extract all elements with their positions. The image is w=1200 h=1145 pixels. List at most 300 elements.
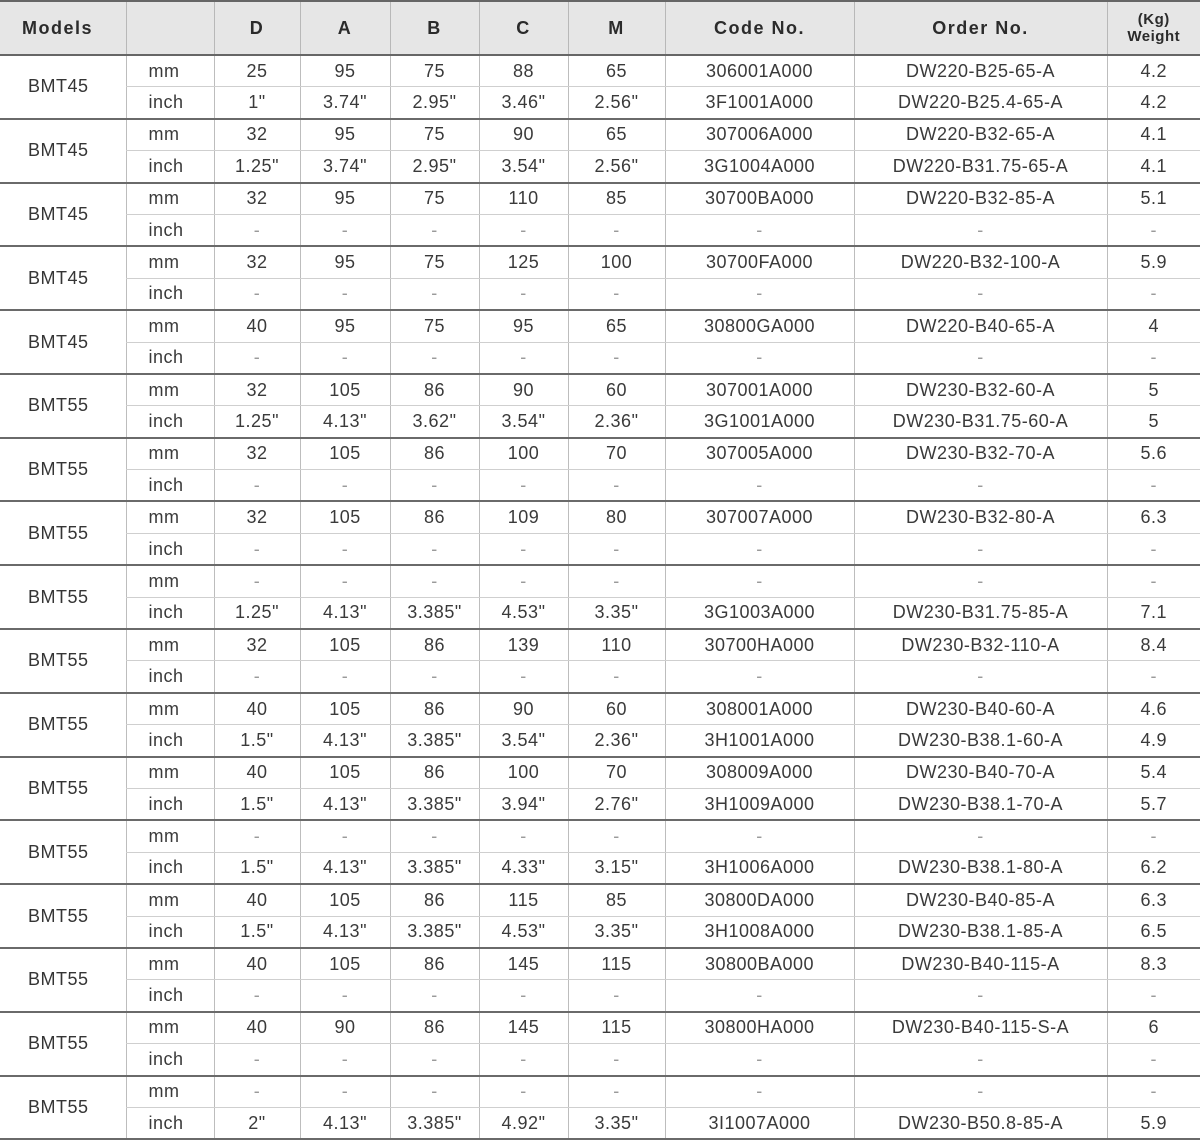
order-no-cell: DW220-B32-100-A <box>854 246 1107 278</box>
header-m: M <box>568 1 665 55</box>
d-cell: 40 <box>214 948 300 980</box>
code-no-cell: 30700HA000 <box>665 629 854 661</box>
table-row <box>0 1012 1200 1044</box>
model-cell: BMT45 <box>0 55 126 119</box>
order-no-cell: DW230-B38.1-85-A <box>854 916 1107 948</box>
unit-cell: mm <box>126 757 214 789</box>
code-no-cell: 3I1007A000 <box>665 1107 854 1139</box>
code-no-cell: 3G1004A000 <box>665 151 854 183</box>
c-cell: 3.94" <box>479 788 568 820</box>
c-cell: 90 <box>479 119 568 151</box>
d-cell: 40 <box>214 757 300 789</box>
code-no-cell: - <box>665 565 854 597</box>
m-cell: 70 <box>568 438 665 470</box>
unit-cell: inch <box>126 916 214 948</box>
code-no-cell: - <box>665 533 854 565</box>
code-no-cell: - <box>665 214 854 246</box>
c-cell: 100 <box>479 438 568 470</box>
table-row <box>0 725 1200 757</box>
a-cell: 95 <box>300 246 390 278</box>
order-no-cell: DW220-B32-85-A <box>854 183 1107 215</box>
order-no-cell: DW230-B50.8-85-A <box>854 1107 1107 1139</box>
c-cell: 145 <box>479 1012 568 1044</box>
code-no-cell: 307005A000 <box>665 438 854 470</box>
order-no-cell: DW230-B38.1-80-A <box>854 852 1107 884</box>
code-no-cell: 30800DA000 <box>665 884 854 916</box>
table-row <box>0 119 1200 151</box>
table-row <box>0 852 1200 884</box>
weight-cell: - <box>1107 820 1200 852</box>
weight-cell: - <box>1107 661 1200 693</box>
a-cell: 105 <box>300 501 390 533</box>
c-cell: 125 <box>479 246 568 278</box>
m-cell: 2.36" <box>568 406 665 438</box>
order-no-cell: DW220-B25-65-A <box>854 55 1107 87</box>
a-cell: 4.13" <box>300 788 390 820</box>
unit-cell: mm <box>126 565 214 597</box>
b-cell: - <box>390 820 479 852</box>
table-row <box>0 980 1200 1012</box>
m-cell: 2.56" <box>568 151 665 183</box>
unit-cell: inch <box>126 342 214 374</box>
unit-cell: inch <box>126 725 214 757</box>
m-cell: 2.36" <box>568 725 665 757</box>
m-cell: - <box>568 565 665 597</box>
d-cell: 1.25" <box>214 597 300 629</box>
table-row <box>0 87 1200 119</box>
m-cell: 80 <box>568 501 665 533</box>
weight-cell: 5.4 <box>1107 757 1200 789</box>
b-cell: - <box>390 565 479 597</box>
m-cell: - <box>568 1076 665 1108</box>
a-cell: 4.13" <box>300 1107 390 1139</box>
table-header <box>0 1 1200 55</box>
b-cell: 86 <box>390 438 479 470</box>
d-cell: 1.25" <box>214 151 300 183</box>
model-cell: BMT55 <box>0 1012 126 1076</box>
b-cell: - <box>390 980 479 1012</box>
weight-cell: - <box>1107 565 1200 597</box>
model-cell: BMT55 <box>0 629 126 693</box>
b-cell: 3.385" <box>390 725 479 757</box>
weight-cell: 8.4 <box>1107 629 1200 661</box>
c-cell: - <box>479 470 568 502</box>
m-cell: 3.35" <box>568 916 665 948</box>
unit-cell: mm <box>126 820 214 852</box>
a-cell: 105 <box>300 948 390 980</box>
c-cell: 3.54" <box>479 406 568 438</box>
table-row <box>0 310 1200 342</box>
c-cell: 90 <box>479 693 568 725</box>
code-no-cell: 3H1001A000 <box>665 725 854 757</box>
weight-cell: 6.3 <box>1107 884 1200 916</box>
table-row <box>0 948 1200 980</box>
a-cell: 4.13" <box>300 916 390 948</box>
a-cell: - <box>300 342 390 374</box>
a-cell: - <box>300 820 390 852</box>
table-row <box>0 597 1200 629</box>
d-cell: 1.5" <box>214 852 300 884</box>
header-weight-label: Weight <box>1127 28 1181 45</box>
m-cell: - <box>568 342 665 374</box>
table-row <box>0 916 1200 948</box>
unit-cell: mm <box>126 55 214 87</box>
order-no-cell: DW220-B40-65-A <box>854 310 1107 342</box>
b-cell: - <box>390 214 479 246</box>
unit-cell: mm <box>126 1076 214 1108</box>
weight-cell: - <box>1107 342 1200 374</box>
m-cell: 85 <box>568 884 665 916</box>
order-no-cell: - <box>854 1076 1107 1108</box>
weight-cell: 5.9 <box>1107 1107 1200 1139</box>
order-no-cell: DW230-B40-115-A <box>854 948 1107 980</box>
order-no-cell: DW230-B31.75-60-A <box>854 406 1107 438</box>
b-cell: 75 <box>390 310 479 342</box>
order-no-cell: DW230-B31.75-85-A <box>854 597 1107 629</box>
d-cell: 1.5" <box>214 725 300 757</box>
code-no-cell: 30700BA000 <box>665 183 854 215</box>
m-cell: 2.76" <box>568 788 665 820</box>
unit-cell: inch <box>126 1107 214 1139</box>
order-no-cell: DW230-B40-60-A <box>854 693 1107 725</box>
b-cell: 3.385" <box>390 788 479 820</box>
header-weight-unit: (Kg) <box>1137 11 1170 28</box>
c-cell: 4.92" <box>479 1107 568 1139</box>
code-no-cell: 3H1008A000 <box>665 916 854 948</box>
d-cell: 32 <box>214 374 300 406</box>
weight-cell: 7.1 <box>1107 597 1200 629</box>
c-cell: - <box>479 278 568 310</box>
code-no-cell: - <box>665 1076 854 1108</box>
code-no-cell: 30800HA000 <box>665 1012 854 1044</box>
a-cell: - <box>300 1076 390 1108</box>
d-cell: - <box>214 278 300 310</box>
header-order-no: Order No. <box>854 1 1107 55</box>
c-cell: 4.53" <box>479 916 568 948</box>
table-row <box>0 629 1200 661</box>
m-cell: 110 <box>568 629 665 661</box>
a-cell: 105 <box>300 629 390 661</box>
c-cell: 100 <box>479 757 568 789</box>
weight-cell: - <box>1107 214 1200 246</box>
model-cell: BMT45 <box>0 246 126 310</box>
d-cell: - <box>214 342 300 374</box>
weight-cell: 4.1 <box>1107 119 1200 151</box>
b-cell: - <box>390 342 479 374</box>
b-cell: 86 <box>390 884 479 916</box>
unit-cell: inch <box>126 661 214 693</box>
order-no-cell: DW220-B31.75-65-A <box>854 151 1107 183</box>
weight-cell: 5.9 <box>1107 246 1200 278</box>
d-cell: 40 <box>214 1012 300 1044</box>
unit-cell: mm <box>126 884 214 916</box>
m-cell: 3.15" <box>568 852 665 884</box>
d-cell: 32 <box>214 629 300 661</box>
unit-cell: inch <box>126 406 214 438</box>
weight-cell: 5 <box>1107 406 1200 438</box>
b-cell: - <box>390 470 479 502</box>
b-cell: 86 <box>390 501 479 533</box>
d-cell: 1.25" <box>214 406 300 438</box>
model-cell: BMT45 <box>0 310 126 374</box>
table-body <box>0 55 1200 1139</box>
d-cell: 32 <box>214 246 300 278</box>
d-cell: - <box>214 470 300 502</box>
b-cell: 3.385" <box>390 1107 479 1139</box>
code-no-cell: 3G1003A000 <box>665 597 854 629</box>
table-row <box>0 183 1200 215</box>
header-code-no: Code No. <box>665 1 854 55</box>
code-no-cell: 307001A000 <box>665 374 854 406</box>
d-cell: - <box>214 980 300 1012</box>
weight-cell: - <box>1107 980 1200 1012</box>
order-no-cell: DW230-B38.1-70-A <box>854 788 1107 820</box>
unit-cell: mm <box>126 629 214 661</box>
code-no-cell: 3G1001A000 <box>665 406 854 438</box>
header-d: D <box>214 1 300 55</box>
table-row <box>0 342 1200 374</box>
m-cell: 3.35" <box>568 597 665 629</box>
table-row <box>0 374 1200 406</box>
model-cell: BMT55 <box>0 693 126 757</box>
a-cell: 95 <box>300 119 390 151</box>
m-cell: 60 <box>568 693 665 725</box>
order-no-cell: - <box>854 980 1107 1012</box>
code-no-cell: - <box>665 820 854 852</box>
m-cell: 115 <box>568 948 665 980</box>
weight-cell: 6.5 <box>1107 916 1200 948</box>
m-cell: - <box>568 820 665 852</box>
table-row <box>0 565 1200 597</box>
d-cell: - <box>214 565 300 597</box>
d-cell: - <box>214 214 300 246</box>
code-no-cell: - <box>665 980 854 1012</box>
c-cell: - <box>479 1076 568 1108</box>
weight-cell: - <box>1107 470 1200 502</box>
header-row <box>0 1 1200 55</box>
b-cell: - <box>390 533 479 565</box>
b-cell: - <box>390 278 479 310</box>
a-cell: - <box>300 278 390 310</box>
unit-cell: mm <box>126 374 214 406</box>
d-cell: 2" <box>214 1107 300 1139</box>
b-cell: 2.95" <box>390 87 479 119</box>
order-no-cell: DW220-B32-65-A <box>854 119 1107 151</box>
order-no-cell: DW230-B40-70-A <box>854 757 1107 789</box>
d-cell: - <box>214 661 300 693</box>
weight-cell: 4.9 <box>1107 725 1200 757</box>
order-no-cell: DW230-B40-85-A <box>854 884 1107 916</box>
b-cell: 75 <box>390 183 479 215</box>
weight-cell: - <box>1107 1076 1200 1108</box>
table-row <box>0 533 1200 565</box>
unit-cell: mm <box>126 501 214 533</box>
a-cell: 95 <box>300 310 390 342</box>
a-cell: - <box>300 470 390 502</box>
b-cell: - <box>390 661 479 693</box>
m-cell: - <box>568 980 665 1012</box>
c-cell: - <box>479 342 568 374</box>
m-cell: - <box>568 1044 665 1076</box>
b-cell: 75 <box>390 246 479 278</box>
a-cell: 95 <box>300 183 390 215</box>
a-cell: 105 <box>300 374 390 406</box>
table-row <box>0 788 1200 820</box>
table-row <box>0 214 1200 246</box>
table-row <box>0 470 1200 502</box>
model-cell: BMT45 <box>0 119 126 183</box>
code-no-cell: 307006A000 <box>665 119 854 151</box>
a-cell: 4.13" <box>300 597 390 629</box>
b-cell: 3.385" <box>390 597 479 629</box>
table-row <box>0 55 1200 87</box>
code-no-cell: - <box>665 470 854 502</box>
a-cell: - <box>300 1044 390 1076</box>
model-cell: BMT55 <box>0 948 126 1012</box>
c-cell: 4.33" <box>479 852 568 884</box>
d-cell: 40 <box>214 884 300 916</box>
c-cell: - <box>479 820 568 852</box>
unit-cell: mm <box>126 948 214 980</box>
a-cell: 105 <box>300 884 390 916</box>
b-cell: - <box>390 1076 479 1108</box>
weight-cell: 4.6 <box>1107 693 1200 725</box>
order-no-cell: - <box>854 533 1107 565</box>
code-no-cell: - <box>665 342 854 374</box>
unit-cell: inch <box>126 1044 214 1076</box>
a-cell: 4.13" <box>300 852 390 884</box>
b-cell: 86 <box>390 693 479 725</box>
model-cell: BMT55 <box>0 501 126 565</box>
b-cell: 3.62" <box>390 406 479 438</box>
table-row <box>0 757 1200 789</box>
m-cell: - <box>568 661 665 693</box>
d-cell: - <box>214 1076 300 1108</box>
unit-cell: inch <box>126 852 214 884</box>
weight-cell: - <box>1107 1044 1200 1076</box>
a-cell: 90 <box>300 1012 390 1044</box>
c-cell: - <box>479 661 568 693</box>
b-cell: - <box>390 1044 479 1076</box>
table-row <box>0 501 1200 533</box>
a-cell: - <box>300 533 390 565</box>
code-no-cell: 308001A000 <box>665 693 854 725</box>
unit-cell: mm <box>126 438 214 470</box>
c-cell: 95 <box>479 310 568 342</box>
code-no-cell: 308009A000 <box>665 757 854 789</box>
code-no-cell: 30700FA000 <box>665 246 854 278</box>
unit-cell: inch <box>126 151 214 183</box>
order-no-cell: DW230-B32-70-A <box>854 438 1107 470</box>
unit-cell: mm <box>126 693 214 725</box>
order-no-cell: DW230-B32-80-A <box>854 501 1107 533</box>
code-no-cell: 3H1009A000 <box>665 788 854 820</box>
code-no-cell: 3H1006A000 <box>665 852 854 884</box>
c-cell: 3.46" <box>479 87 568 119</box>
unit-cell: inch <box>126 597 214 629</box>
a-cell: 4.13" <box>300 406 390 438</box>
order-no-cell: - <box>854 470 1107 502</box>
weight-cell: 5.6 <box>1107 438 1200 470</box>
d-cell: 1.5" <box>214 788 300 820</box>
model-cell: BMT45 <box>0 183 126 247</box>
d-cell: 32 <box>214 119 300 151</box>
weight-cell: 4.1 <box>1107 151 1200 183</box>
a-cell: 4.13" <box>300 725 390 757</box>
d-cell: - <box>214 533 300 565</box>
header-a: A <box>300 1 390 55</box>
code-no-cell: 30800BA000 <box>665 948 854 980</box>
order-no-cell: - <box>854 214 1107 246</box>
model-cell: BMT55 <box>0 820 126 884</box>
a-cell: - <box>300 661 390 693</box>
c-cell: 4.53" <box>479 597 568 629</box>
m-cell: - <box>568 214 665 246</box>
weight-cell: 4.2 <box>1107 87 1200 119</box>
header-weight <box>1107 1 1200 55</box>
b-cell: 3.385" <box>390 852 479 884</box>
unit-cell: inch <box>126 533 214 565</box>
weight-cell: 5 <box>1107 374 1200 406</box>
a-cell: 95 <box>300 55 390 87</box>
weight-cell: 5.7 <box>1107 788 1200 820</box>
m-cell: - <box>568 533 665 565</box>
m-cell: 115 <box>568 1012 665 1044</box>
c-cell: 88 <box>479 55 568 87</box>
header-models: Models <box>0 1 126 55</box>
order-no-cell: - <box>854 661 1107 693</box>
b-cell: 3.385" <box>390 916 479 948</box>
table-row <box>0 406 1200 438</box>
table-row <box>0 151 1200 183</box>
a-cell: 3.74" <box>300 151 390 183</box>
c-cell: 3.54" <box>479 725 568 757</box>
code-no-cell: 30800GA000 <box>665 310 854 342</box>
weight-cell: 4 <box>1107 310 1200 342</box>
a-cell: - <box>300 565 390 597</box>
c-cell: - <box>479 214 568 246</box>
order-no-cell: - <box>854 1044 1107 1076</box>
m-cell: 3.35" <box>568 1107 665 1139</box>
b-cell: 86 <box>390 374 479 406</box>
table-row <box>0 1076 1200 1108</box>
order-no-cell: DW220-B25.4-65-A <box>854 87 1107 119</box>
a-cell: 105 <box>300 693 390 725</box>
m-cell: 60 <box>568 374 665 406</box>
d-cell: 40 <box>214 310 300 342</box>
code-no-cell: - <box>665 278 854 310</box>
weight-cell: - <box>1107 533 1200 565</box>
unit-cell: mm <box>126 183 214 215</box>
table-row <box>0 661 1200 693</box>
order-no-cell: DW230-B38.1-60-A <box>854 725 1107 757</box>
table-row <box>0 278 1200 310</box>
m-cell: - <box>568 278 665 310</box>
code-no-cell: 306001A000 <box>665 55 854 87</box>
d-cell: 1.5" <box>214 916 300 948</box>
weight-cell: 6 <box>1107 1012 1200 1044</box>
c-cell: 90 <box>479 374 568 406</box>
model-cell: BMT55 <box>0 438 126 502</box>
model-cell: BMT55 <box>0 374 126 438</box>
c-cell: 115 <box>479 884 568 916</box>
d-cell: 32 <box>214 183 300 215</box>
order-no-cell: - <box>854 278 1107 310</box>
unit-cell: inch <box>126 788 214 820</box>
unit-cell: inch <box>126 278 214 310</box>
header-b: B <box>390 1 479 55</box>
c-cell: 109 <box>479 501 568 533</box>
